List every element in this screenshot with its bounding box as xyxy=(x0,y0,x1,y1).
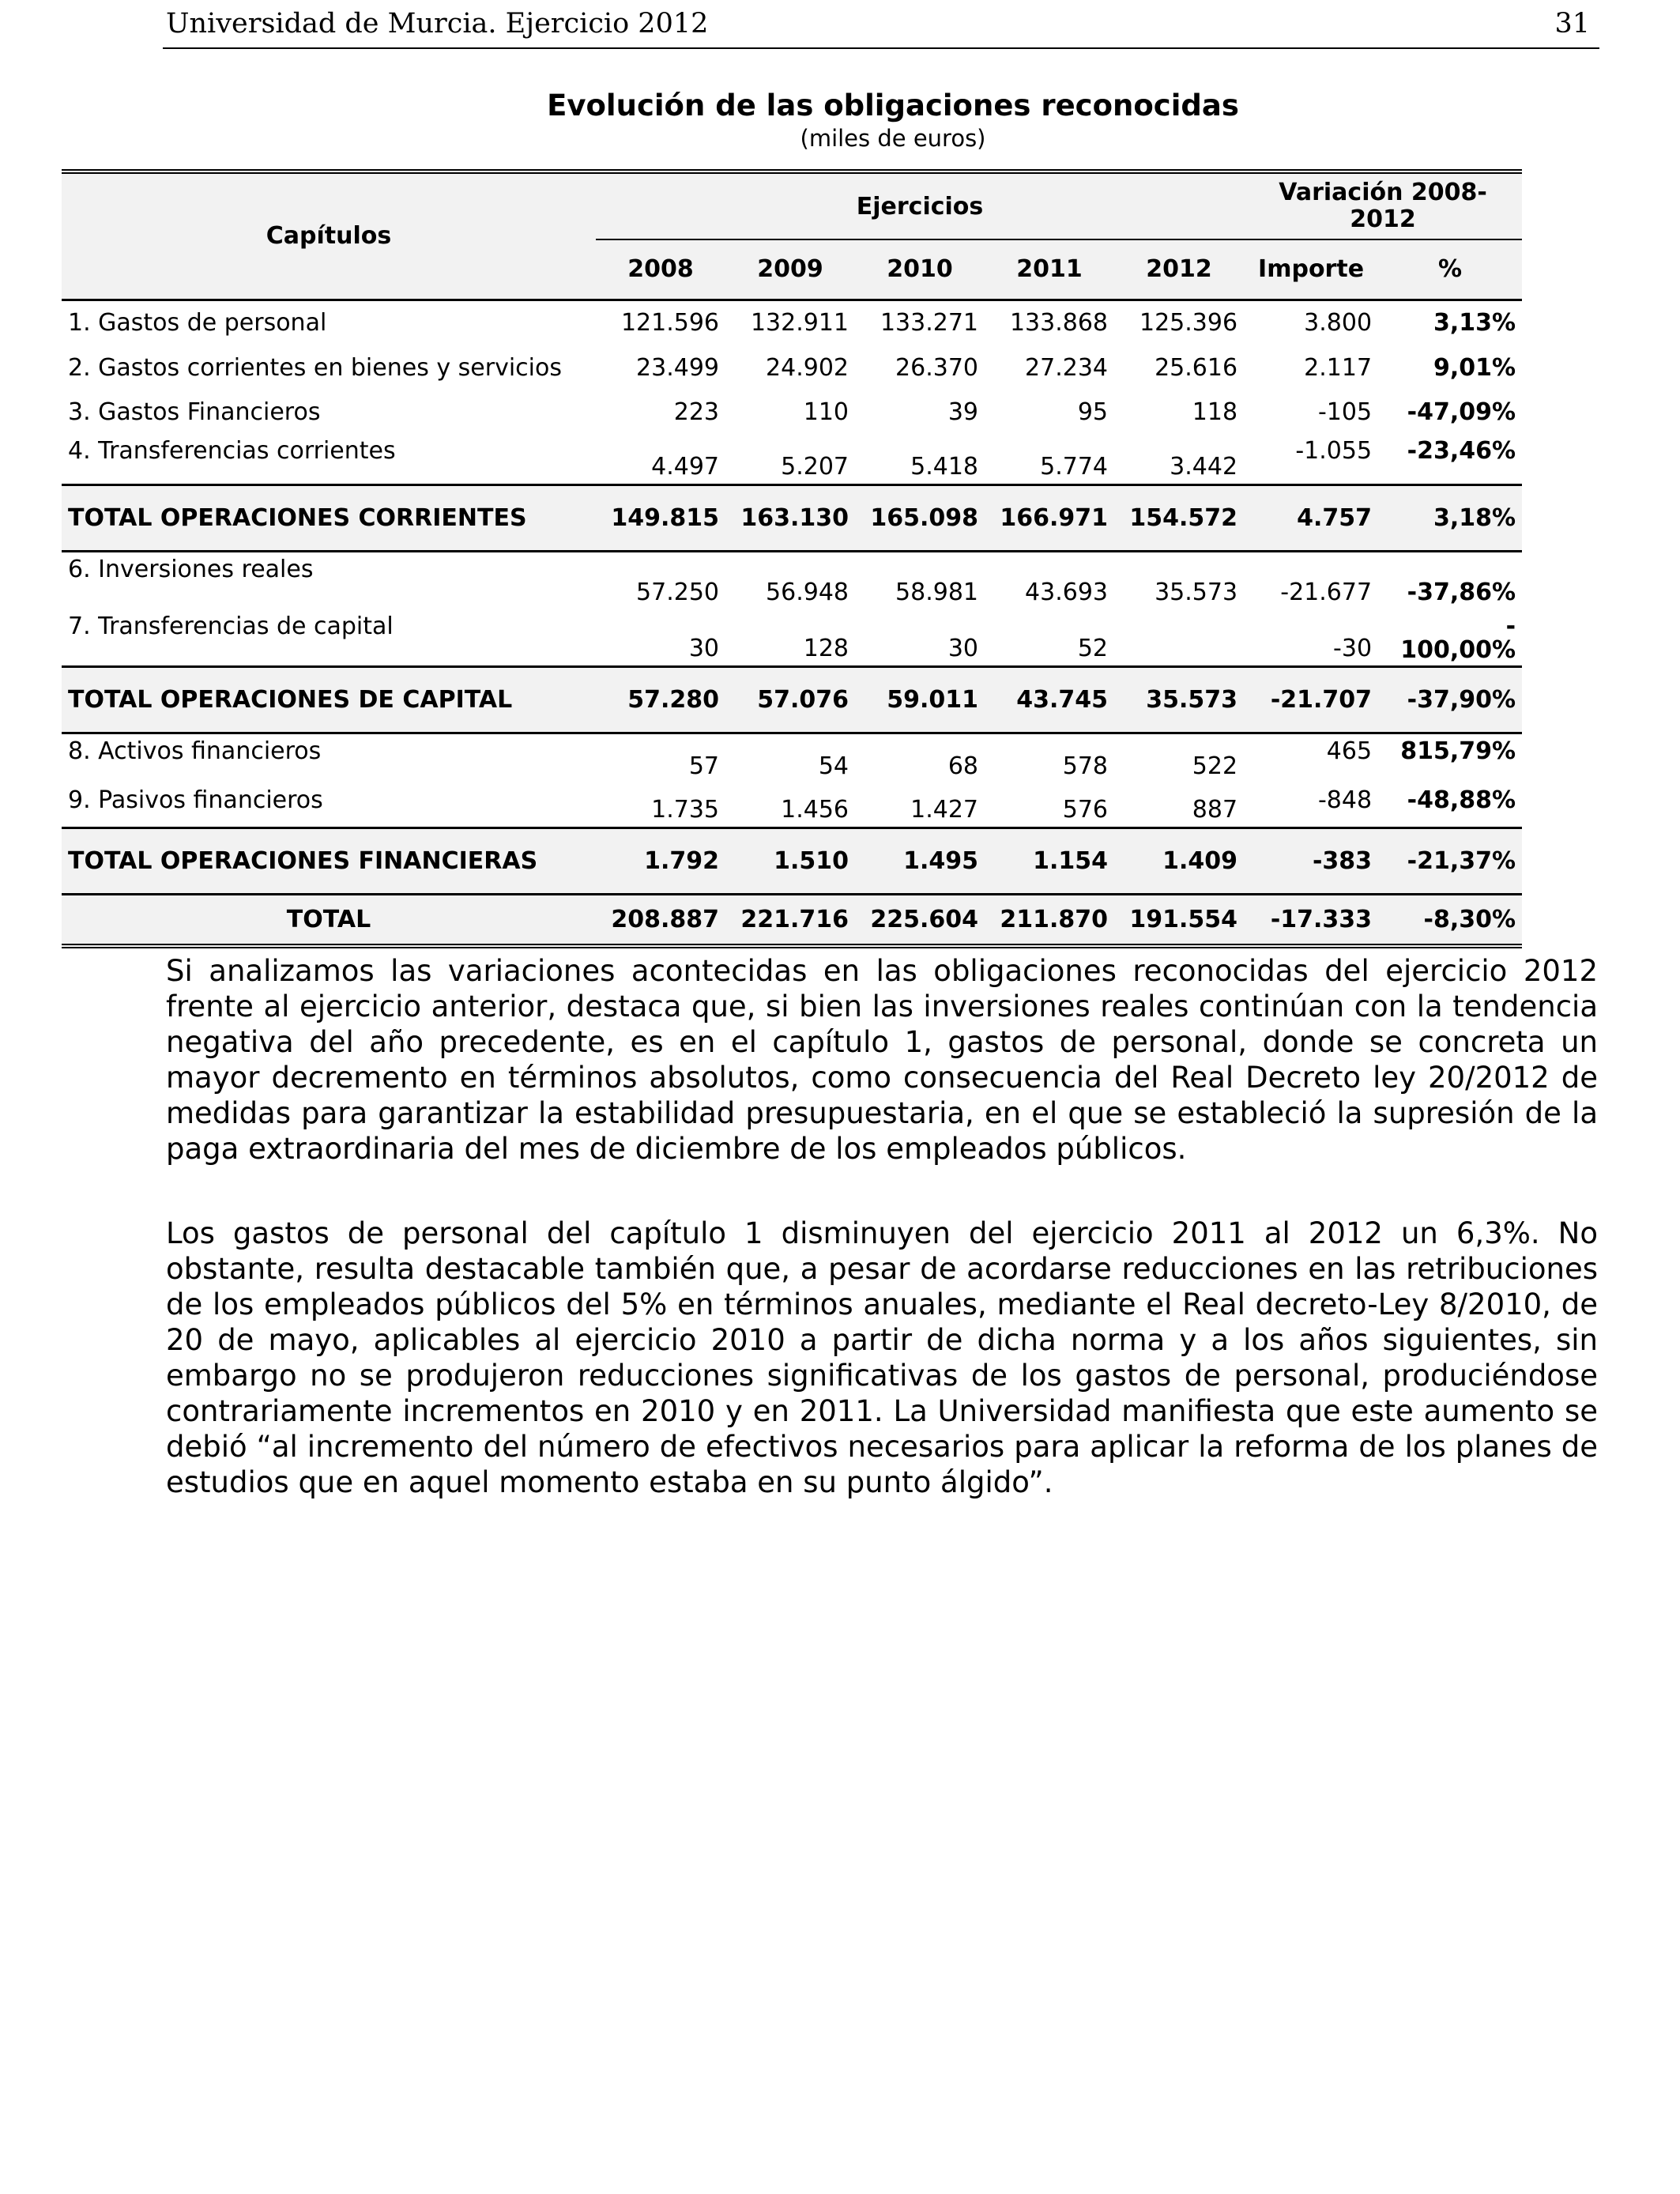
cell: 30 xyxy=(596,609,725,666)
cell: 578 xyxy=(1062,752,1108,780)
cell: -48,88% xyxy=(1378,783,1522,827)
cell: 211.870 xyxy=(985,894,1114,946)
cell: 133.868 xyxy=(1009,309,1108,337)
cell: 576 xyxy=(985,783,1114,827)
table-row xyxy=(62,345,1522,390)
pct-value: 100,00% xyxy=(1400,635,1516,664)
cell: 149.815 xyxy=(596,484,725,551)
cell: 43.693 xyxy=(1025,579,1108,606)
table-subtitle: (miles de euros) xyxy=(800,125,986,152)
cell xyxy=(1114,609,1244,666)
cell: 3.442 xyxy=(1114,434,1244,484)
header-ejercicios: Ejercicios xyxy=(596,172,1244,239)
cell: 27.234 xyxy=(1025,353,1108,382)
row-label: 8. Activos financieros xyxy=(68,737,322,765)
pct-prefix: - xyxy=(1505,612,1516,640)
cell: 9,01% xyxy=(1433,353,1516,382)
cell: 3,18% xyxy=(1378,484,1522,551)
cell: 3,13% xyxy=(1433,309,1516,337)
row-label: TOTAL OPERACIONES DE CAPITAL xyxy=(62,666,596,733)
cell: 57.250 xyxy=(636,579,719,606)
row-label: TOTAL OPERACIONES CORRIENTES xyxy=(62,484,596,551)
cell: 125.396 xyxy=(1139,309,1238,337)
col-2008: 2008 xyxy=(596,239,725,300)
cell: -37,90% xyxy=(1378,666,1522,733)
cell: 1.792 xyxy=(596,827,725,894)
col-2011: 2011 xyxy=(985,239,1114,300)
cell: 3.800 xyxy=(1304,309,1373,337)
cell: -47,09% xyxy=(1407,398,1516,426)
cell: 5.418 xyxy=(855,434,985,484)
cell: 1.510 xyxy=(725,827,855,894)
cell: 57.076 xyxy=(725,666,855,733)
cell: 223 xyxy=(673,398,719,426)
row-label: 4. Transferencias corrientes xyxy=(62,434,596,484)
cell: 1.409 xyxy=(1114,827,1244,894)
cell: 1.495 xyxy=(855,827,985,894)
row-label: 1. Gastos de personal xyxy=(68,309,327,337)
row-label: 6. Inversiones reales xyxy=(68,555,314,583)
cell: 4.497 xyxy=(596,434,725,484)
cell: 887 xyxy=(1114,783,1244,827)
cell: -1.055 xyxy=(1244,434,1378,484)
total-row xyxy=(62,666,1522,733)
col-2012: 2012 xyxy=(1114,239,1244,300)
cell: 132.911 xyxy=(750,309,849,337)
cell: 35.573 xyxy=(1114,666,1244,733)
obligations-table xyxy=(62,169,1522,948)
cell: 815,79% xyxy=(1400,737,1516,765)
cell: 118 xyxy=(1192,398,1238,426)
table-title: Evolución de las obligaciones reconocidas xyxy=(547,89,1239,123)
cell: -37,86% xyxy=(1407,579,1516,606)
cell: -17.333 xyxy=(1244,894,1378,946)
row-label: 2. Gastos corrientes en bienes y servicios xyxy=(68,353,562,382)
col-percent: % xyxy=(1378,239,1522,300)
cell: 4.757 xyxy=(1244,484,1378,551)
col-2010: 2010 xyxy=(855,239,985,300)
col-2009: 2009 xyxy=(725,239,855,300)
cell: 30 xyxy=(855,609,985,666)
paragraph: Si analizamos las variaciones acontecidas en las obligaciones reconocidas del ejercicio 2012 frente al ejercicio anterior, destaca que, si bien las inversiones reales continúan con la tendencia negativa del año precedente, es en el capítulo 1, gastos de personal, donde se concreta un mayor decremento en términos absolutos, como consecuencia del Real Decreto ley 20/2012 de medidas para garantizar la estabilidad presupuestaria, en el que se estableció la supresión de la paga extraordinaria del mes de diciembre de los empleados públicos. xyxy=(166,954,1598,1166)
table-row xyxy=(62,551,1522,609)
cell: 1.456 xyxy=(725,783,855,827)
cell: 59.011 xyxy=(855,666,985,733)
total-row xyxy=(62,827,1522,894)
cell xyxy=(1378,609,1522,666)
cell: 52 xyxy=(985,609,1114,666)
cell: 1.427 xyxy=(855,783,985,827)
cell: 128 xyxy=(725,609,855,666)
cell: 1.154 xyxy=(985,827,1114,894)
paragraph: Los gastos de personal del capítulo 1 disminuyen del ejercicio 2011 al 2012 un 6,3%. No obstante, resulta destacable también que, a pesar de acordarse reducciones en las retribuciones de los empleados públicos del 5% en términos anuales, mediante el Real decreto-Ley 8/2010, de 20 de mayo, aplicables al ejercicio 2010 a partir de dicha norma y a los años siguientes, sin embargo no se produjeron reducciones significativas de los gastos de personal, produciéndose contrariamente incrementos en 2010 y en 2011. La Universidad manifiesta que este aumento se debió “al incremento del número de efectivos necesarios para aplicar la reforma de los planes de estudios que en aquel momento estaba en su punto álgido”. xyxy=(166,1216,1598,1499)
total-row xyxy=(62,484,1522,551)
row-label: 9. Pasivos financieros xyxy=(62,783,596,827)
cell: 154.572 xyxy=(1114,484,1244,551)
cell: 95 xyxy=(1077,398,1108,426)
cell: 2.117 xyxy=(1304,353,1373,382)
cell: -848 xyxy=(1244,783,1378,827)
table-row xyxy=(62,434,1522,484)
table-row xyxy=(62,390,1522,434)
cell: -8,30% xyxy=(1378,894,1522,946)
cell: 39 xyxy=(947,398,978,426)
cell: 5.207 xyxy=(725,434,855,484)
page-number: 31 xyxy=(1554,8,1590,40)
table-row xyxy=(62,300,1522,345)
cell: 58.981 xyxy=(895,579,978,606)
cell: 110 xyxy=(803,398,849,426)
cell: 166.971 xyxy=(985,484,1114,551)
cell: 225.604 xyxy=(855,894,985,946)
table-row xyxy=(62,733,1522,783)
cell: -21.707 xyxy=(1244,666,1378,733)
row-label: TOTAL OPERACIONES FINANCIERAS xyxy=(62,827,596,894)
cell: 23.499 xyxy=(636,353,719,382)
row-label: 7. Transferencias de capital xyxy=(62,609,596,666)
cell: 57.280 xyxy=(596,666,725,733)
cell: 165.098 xyxy=(855,484,985,551)
cell: -21.677 xyxy=(1280,579,1373,606)
cell: 25.616 xyxy=(1155,353,1238,382)
cell: -30 xyxy=(1244,609,1378,666)
header-variacion: Variación 2008-2012 xyxy=(1244,172,1522,239)
header-title: Universidad de Murcia. Ejercicio 2012 xyxy=(166,8,709,40)
header-capitulos: Capítulos xyxy=(62,172,596,300)
cell: 163.130 xyxy=(725,484,855,551)
cell: 121.596 xyxy=(620,309,719,337)
cell: 522 xyxy=(1192,752,1238,780)
cell: 35.573 xyxy=(1155,579,1238,606)
cell: -105 xyxy=(1317,398,1373,426)
cell: 1.735 xyxy=(596,783,725,827)
cell: 5.774 xyxy=(985,434,1114,484)
cell: 57 xyxy=(688,752,719,780)
cell: -23,46% xyxy=(1378,434,1522,484)
cell: 191.554 xyxy=(1114,894,1244,946)
cell: 26.370 xyxy=(895,353,978,382)
cell: 24.902 xyxy=(766,353,849,382)
cell: -383 xyxy=(1244,827,1378,894)
cell: 465 xyxy=(1326,737,1373,765)
grand-total-row xyxy=(62,894,1522,946)
table-row xyxy=(62,609,1522,666)
cell: 54 xyxy=(818,752,849,780)
cell: 56.948 xyxy=(766,579,849,606)
cell: 208.887 xyxy=(596,894,725,946)
col-importe: Importe xyxy=(1244,239,1378,300)
cell: 221.716 xyxy=(725,894,855,946)
cell: 43.745 xyxy=(985,666,1114,733)
page-header xyxy=(163,5,1599,49)
row-label: TOTAL xyxy=(62,894,596,946)
cell: -21,37% xyxy=(1378,827,1522,894)
table-row xyxy=(62,783,1522,827)
row-label: 3. Gastos Financieros xyxy=(68,398,321,426)
cell: 68 xyxy=(947,752,978,780)
cell: 133.271 xyxy=(880,309,978,337)
